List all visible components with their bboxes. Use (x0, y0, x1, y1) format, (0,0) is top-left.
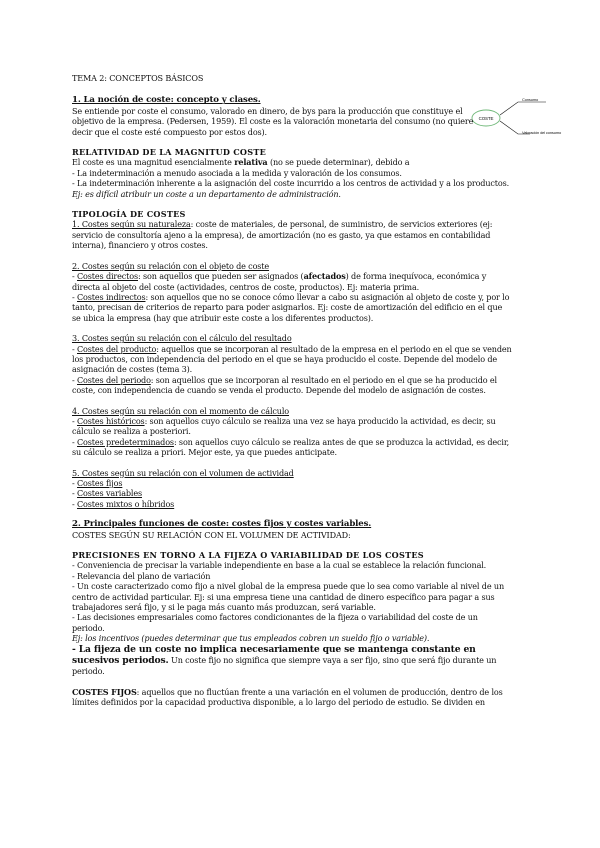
costes-periodo-item: - Costes del periodo: son aquellos que se incorporan al resultado en el periodo en el que se ha producido el coste, con independencia de cuando se venda el producto. Depende del modelo de asignación de costes. (72, 374, 497, 396)
costes-indirectos-item: - Costes indirectos: son aquellos que no se conoce cómo llevar a cabo su asignación al objeto de coste y, por lo tanto, precisan de criterios de reparto para poder asignarlos. Ej: coste de amortización del edificio en el que se ubica la empresa (hay que atribuir este coste a los diferentes productos). (72, 291, 510, 323)
costes-producto-item: - Costes del producto: aquellos que se incorporan al resultado de la empresa en el periodo en el que se venden los productos, con independencia del periodo en el que se haya producido el coste. Depende del modelo de asignación de costes (tema 3). (72, 343, 512, 375)
costes-predeterminados-item: - Costes predeterminados: son aquellos cuyo cálculo se realiza antes de que se produzca la actividad, es decir, su cálculo se realiza a priori. Mejor este, ya que puedes anticipate. (72, 436, 510, 458)
page-title: TEMA 2: CONCEPTOS BÁSICOS (72, 73, 204, 83)
section-2-subheading: COSTES SEGÚN SU RELACIÓN CON EL VOLUMEN DE ACTIVIDAD: (72, 529, 351, 540)
document-page (72, 73, 512, 707)
costes-mixtos-item: - Costes mixtos o híbridos (72, 498, 175, 509)
section-1-heading: 1. La noción de coste: concepto y clases. (72, 95, 261, 106)
precisiones-line-3: - Un coste caracterizado como fijo a nivel global de la empresa puede que lo sea como variable al nivel de un centro de actividad particular. Ej: si una empresa tiene una cantidad de dinero específico para pagar a sus trabajadores será fijo, y si le paga más cuanto más produzcan, será variable. (72, 581, 505, 613)
precisiones-line-1: - Conveniencia de precisar la variable independiente en base a la cual se establece la relación funcional. (72, 560, 487, 571)
diagram-top-label: Consumo (522, 98, 539, 102)
costes-historicos-item: - Costes históricos: son aquellos cuyo cálculo se realiza una vez se haya producido la actividad, es decir, su cálculo se realiza a posteriori. (72, 415, 496, 437)
diagram-bottom-label: Valoración del consumo (522, 130, 562, 135)
tipologia-3-heading: 3. Costes según su relación con el cálculo del resultado (72, 333, 292, 344)
tipologia-4-heading: 4. Costes según su relación con el momento de cálculo (72, 405, 290, 416)
costes-fijos-definition: COSTES FIJOS: aquellos que no fluctúan frente a una variación en el volumen de producción, dentro de los límites definidos por la capacidad productiva disponible, a lo largo del periodo de estudio. Se dividen en (72, 686, 503, 707)
costes-directos-item: - Costes directos: son aquellos que pueden ser asignados (afectados) de forma inequívoca, económica y directa al objeto del coste (actividades, centros de coste, productos). Ej: materia prima. (72, 271, 487, 292)
precisiones-line-5: Ej: los incentivos (puedes determinar que tus empleados cobren un sueldo fijo o variable). (72, 633, 430, 644)
relatividad-heading: RELATIVIDAD DE LA MAGNITUD COSTE (72, 147, 267, 158)
section-1-body: Se entiende por coste el consumo, valorado en dinero, de bys para la producción que constituye el objetivo de la empresa. (Pedersen, 1959). El coste es la valoración monetaria del consumo (no quiere decir que el coste esté compuesto por estos dos). (72, 105, 474, 137)
tipologia-heading: TIPOLOGÍA DE COSTES (72, 209, 186, 220)
costes-fijos-item: - Costes fijos (72, 478, 123, 488)
relatividad-line-3: - La indeterminación inherente a la asignación del coste incurrido a los centros de actividad y a los productos. Ej: es difícil atribuir un coste a un departamento de administración. (72, 178, 510, 199)
tipologia-1: 1. Costes según su naturaleza: coste de materiales, de personal, de suministro, de servicios exteriores (ej: servicio de consultoría ajeno a la empresa), de amortización (no es gasto, ya que estamos en contabilidad interna), financiero y otros costes. (72, 219, 493, 251)
relatividad-line-1: El coste es una magnitud esencialmente relativa (no se puede determinar), debido a (72, 157, 410, 168)
tipologia-2-heading: 2. Costes según su relación con el objeto de coste (72, 260, 270, 271)
precisiones-heading: PRECISIONES EN TORNO A LA FIJEZA O VARIABILIDAD DE LOS COSTES (72, 550, 424, 561)
diagram-center-label: COSTE (478, 116, 494, 121)
costes-variables-item: - Costes variables (72, 488, 142, 499)
tipologia-5-heading: 5. Costes según su relación con el volumen de actividad (72, 467, 294, 478)
relatividad-line-2: - La indeterminación a menudo asociada a la medida y valoración de los consumos. (72, 167, 402, 178)
precisiones-line-6: - La fijeza de un coste no implica necesariamente que se mantenga constante en sucesivos periodos. Un coste fijo no significa que siempre vaya a ser fijo, sino que será fijo durante un periodo. (72, 643, 497, 677)
precisiones-line-2: - Relevancia del plano de variación (72, 570, 211, 581)
section-2-heading: 2. Principales funciones de coste: costes fijos y costes variables. (72, 519, 372, 530)
precisiones-line-4: - Las decisiones empresariales como factores condicionantes de la fijeza o variabilidad del coste de un periodo. (72, 612, 478, 633)
